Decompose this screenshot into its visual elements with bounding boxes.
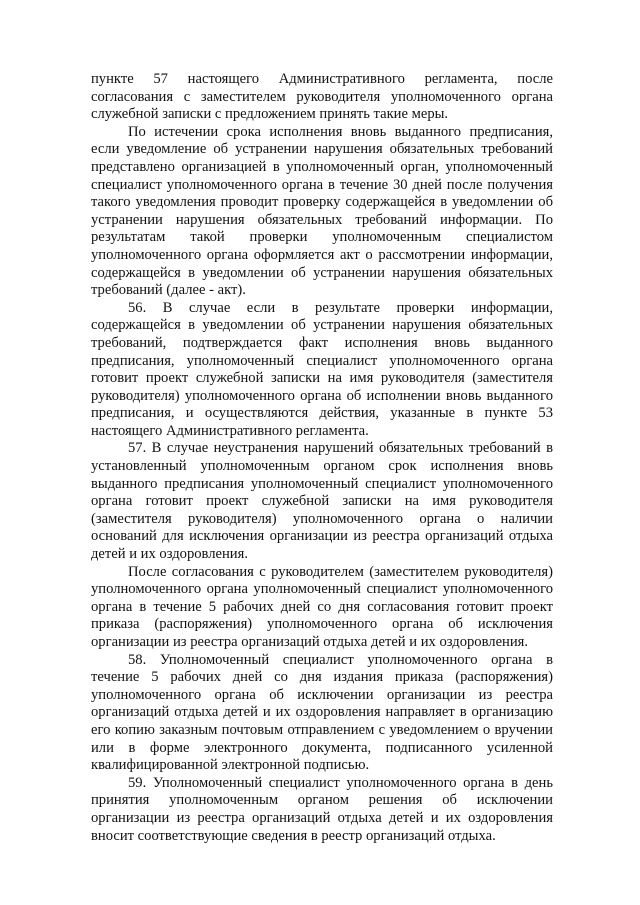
document-page bbox=[91, 71, 553, 845]
paragraph-after-approval: После согласования с руководителем (заместителем руководителя) уполномоченного органа уполномоченный специалист уполномоченного органа в течение 5 рабочих дней со дня согласования готовит проект приказа (распоряжения) уполномоченного органа об исключения организации из реестра организаций отдыха детей и их оздоровления. bbox=[91, 563, 553, 650]
paragraph-continuation-57: пункте 57 настоящего Административного регламента, после согласования с заместителем руководителя уполномоченного органа служебной записки с предложением принять такие меры. bbox=[91, 71, 553, 123]
paragraph-expiry-check: По истечении срока исполнения вновь выданного предписания, если уведомление об устранении нарушения обязательных требований представлено организацией в уполномоченный орган, уполномоченный специалист уполномоченного органа в течение 30 дней после получения такого уведомления проводит проверку содержащейся в уведомлении об устранении нарушения обязательных требований информации. По результатам такой проверки уполномоченным специалистом уполномоченного органа оформляется акт о рассмотрении информации, содержащейся в уведомлении об устранении нарушения обязательных требований (далее - акт). bbox=[91, 123, 553, 299]
paragraph-item-56: 56. В случае если в результате проверки информации, содержащейся в уведомлении об устранении нарушения обязательных требований, подтверждается факт исполнения вновь выданного предписания, уполномоченный специалист уполномоченного органа готовит проект служебной записки на имя руководителя (заместителя руководителя) уполномоченного органа об исполнении вновь выданного предписания, и осуществляются действия, указанные в пункте 53 настоящего Административного регламента. bbox=[91, 299, 553, 439]
paragraph-item-58: 58. Уполномоченный специалист уполномоченного органа в течение 5 рабочих дней со дня издания приказа (распоряжения) уполномоченного органа об исключении организации из реестра организаций отдыха детей и их оздоровления направляет в организацию его копию заказным почтовым отправлением с уведомлением о вручении или в форме электронного документа, подписанного усиленной квалифицированной электронной подписью. bbox=[91, 651, 553, 774]
paragraph-item-57: 57. В случае неустранения нарушений обязательных требований в установленный уполномоченным органом срок исполнения вновь выданного предписания уполномоченный специалист уполномоченного органа готовит проект служебной записки на имя руководителя (заместителя руководителя) уполномоченного органа о наличии оснований для исключения организации из реестра организаций отдыха детей и их оздоровления. bbox=[91, 440, 553, 563]
paragraph-item-59: 59. Уполномоченный специалист уполномоченного органа в день принятия уполномоченным органом решения об исключении организации из реестра организаций отдыха детей и их оздоровления вносит соответствующие сведения в реестр организаций отдыха. bbox=[91, 774, 553, 844]
